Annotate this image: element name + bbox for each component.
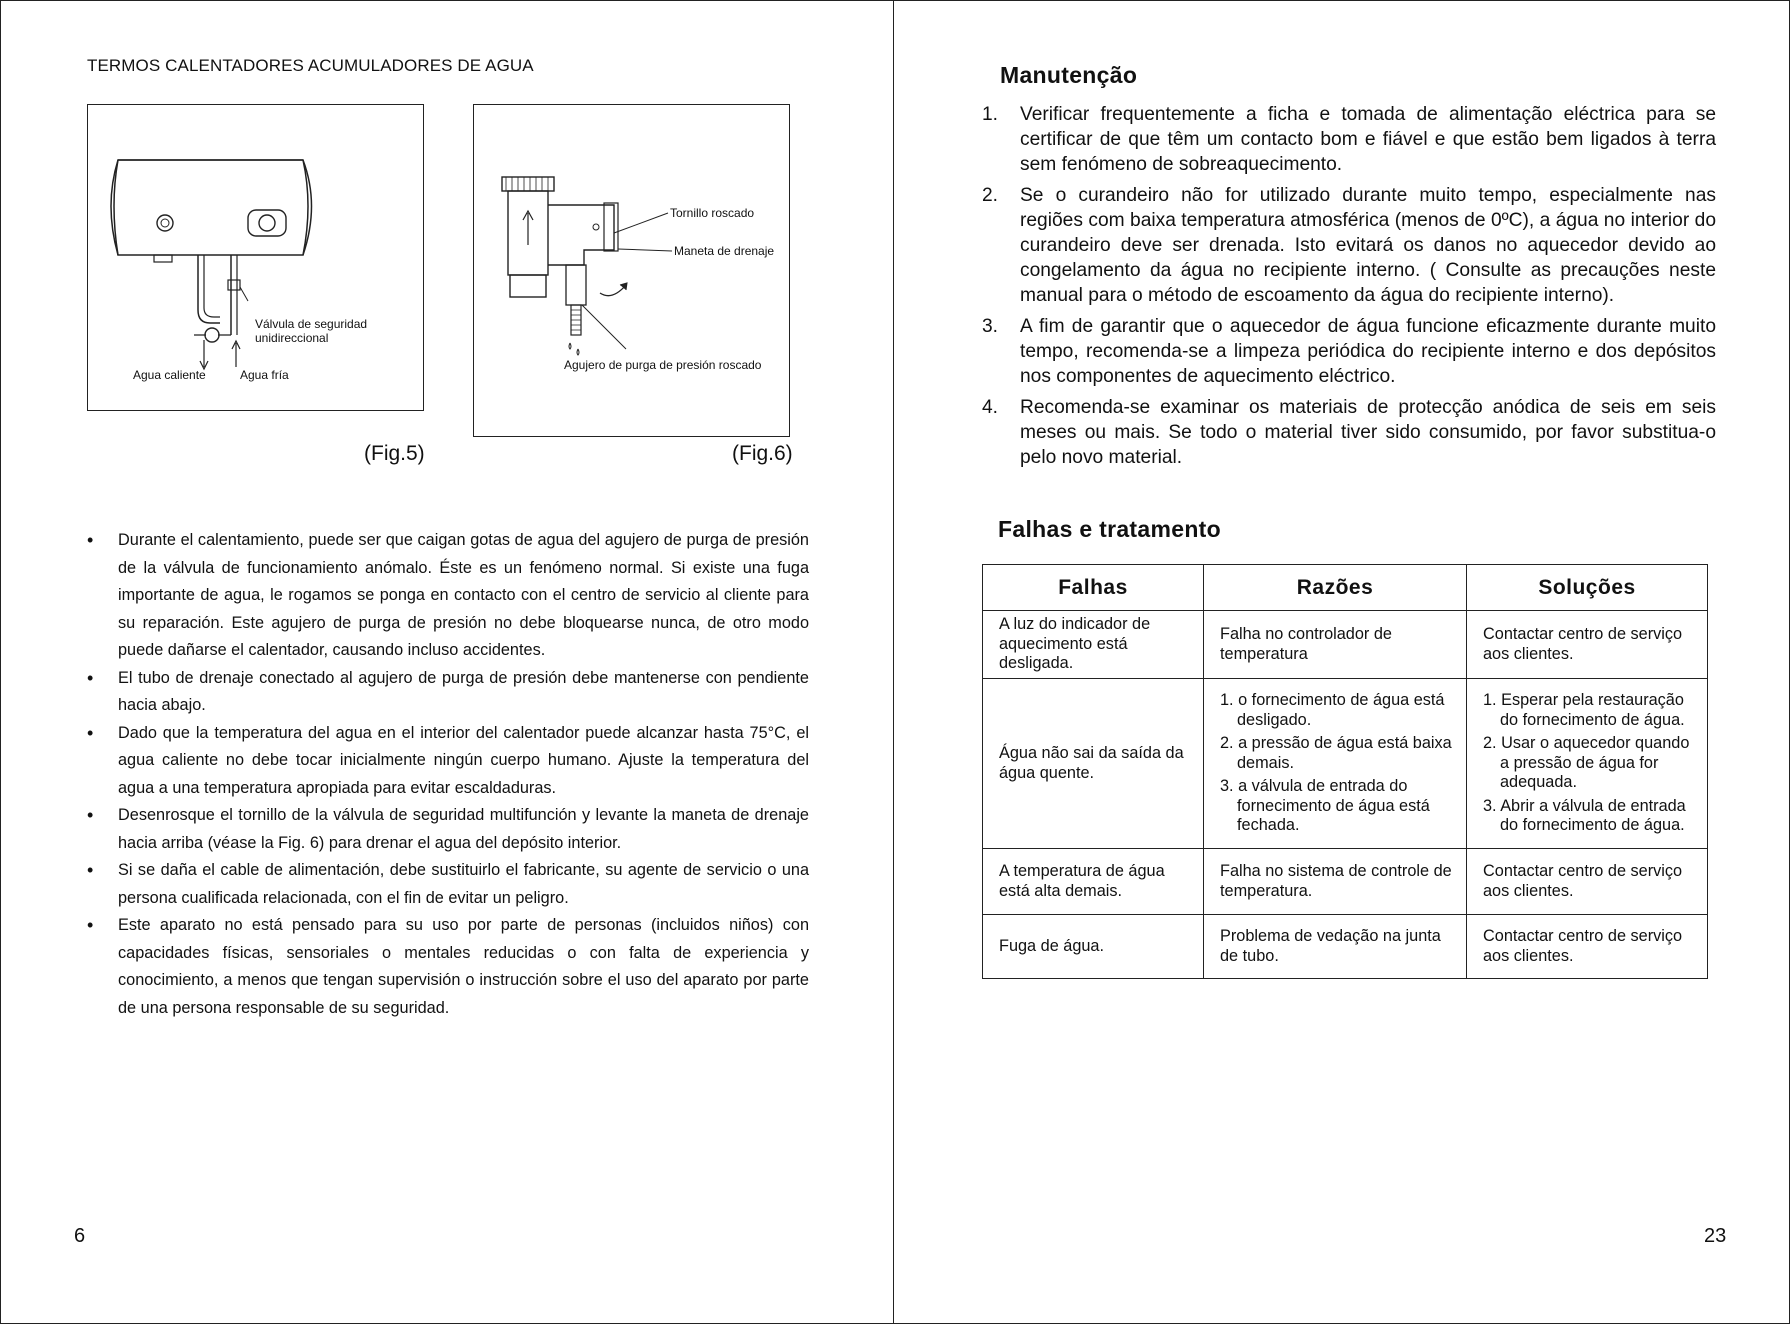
table-row: [983, 611, 1708, 679]
table-cell: Falha no controlador de temperatura: [1204, 611, 1467, 679]
table-cell: A temperatura de água está alta demais.: [983, 849, 1204, 915]
water-heater-diagram: [88, 105, 423, 410]
table-cell: Contactar centro de serviço aos clientes.: [1467, 849, 1708, 915]
safety-valve-diagram: [474, 105, 789, 436]
drain-handle-label: Maneta de drenaje: [674, 244, 775, 258]
hot-water-label: Agua caliente: [133, 368, 206, 382]
figure-6-valve: [473, 104, 790, 437]
page-number-right: 23: [1704, 1225, 1727, 1247]
screw-label: Tornillo roscado: [670, 206, 755, 220]
valve-label-line2: unidireccional: [255, 331, 329, 345]
column-header: Soluções: [1467, 565, 1708, 611]
table-cell: Água não sai da saída da água quente.: [983, 679, 1204, 849]
list-item: • Este aparato no está pensado para su uso por parte de personas (incluidos niños) con capacidades físicas, sensoriales o mentales reducidas o con falta de experiencia y conocimiento, a menos que tengan supervisión o instrucción sobre el uso del aparato por parte de una persona responsable de su seguridad.: [87, 912, 809, 1022]
table-cell: Contactar centro de serviço aos clientes.: [1467, 915, 1708, 979]
cold-water-label: Agua fría: [240, 368, 289, 382]
list-item: • Si se daña el cable de alimentación, debe sustituirlo el fabricante, su agente de servicio o una persona cualificada relacionada, con el fin de evitar un peligro.: [87, 857, 809, 912]
page-spine-divider: [893, 0, 894, 1324]
maintenance-list: [982, 102, 1716, 476]
figure-5-caption: (Fig.5): [364, 442, 425, 465]
list-item: • Desenrosque el tornillo de la válvula de seguridad multifunción y levante la maneta de drenaje hacia arriba (véase la Fig. 6) para drenar el agua del depósito interior.: [87, 802, 809, 857]
faults-table: [982, 564, 1708, 979]
list-item: 4. Recomenda-se examinar os materiais de protecção anódica de seis em seis meses ou mais. Se todo o material tiver sido consumido, por favor substitua-o pelo novo material.: [982, 397, 1716, 468]
figure-6-caption: (Fig.6): [732, 442, 793, 465]
faults-heading: Falhas e tratamento: [998, 516, 1221, 542]
table-row: [983, 915, 1708, 979]
list-item: 3. A fim de garantir que o aquecedor de água funcione eficazmente durante muito tempo, recomenda-se a limpeza periódica do recipiente interno e dos depósitos nos componentes de aquecimento eléctrico.: [982, 316, 1716, 387]
figure-5-water-heater: [87, 104, 424, 411]
left-page-header: TERMOS CALENTADORES ACUMULADORES DE AGUA: [87, 56, 534, 75]
purge-hole-label: Agujero de purga de presión roscado: [564, 358, 762, 372]
maintenance-heading: Manutenção: [1000, 62, 1138, 88]
table-cell: 1. o fornecimento de água está desligado. 2. a pressão de água está baixa demais. 3. a válvula de entrada do fornecimento de água está fechada.: [1204, 679, 1467, 849]
table-row: [983, 849, 1708, 915]
table-row: [983, 679, 1708, 849]
table-cell: Contactar centro de serviço aos clientes.: [1467, 611, 1708, 679]
valve-label: Válvula de seguridad: [255, 317, 368, 331]
list-item: • El tubo de drenaje conectado al agujero de purga de presión debe mantenerse con pendiente hacia abajo.: [87, 665, 809, 720]
list-item: • Dado que la temperatura del agua en el interior del calentador puede alcanzar hasta 75°C, el agua caliente no debe tocar inicialmente ningún cuerpo humano. Ajuste la temperatura del agua a una temperatura apropiada para evitar escaldaduras.: [87, 720, 809, 803]
table-cell: A luz do indicador de aquecimento está desligada.: [983, 611, 1204, 679]
table-cell: Fuga de água.: [983, 915, 1204, 979]
table-cell: 1. Esperar pela restauração do fornecimento de água. 2. Usar o aquecedor quando a pressão de água for adequada. 3. Abrir a válvula de entrada do fornecimento de água.: [1467, 679, 1708, 849]
safety-notes-list: [87, 527, 809, 1022]
column-header: Falhas: [983, 565, 1204, 611]
table-cell: Problema de vedação na junta de tubo.: [1204, 915, 1467, 979]
list-item: • Durante el calentamiento, puede ser que caigan gotas de agua del agujero de purga de presión de la válvula de funcionamiento anómalo. Éste es un fenómeno normal. Si existe una fuga importante de agua, le rogamos se ponga en contacto con el centro de servicio al cliente para su reparación. Este agujero de purga de presión no debe bloquearse nunca, de otro modo puede dañarse el calentador, causando incluso accidentes.: [87, 527, 809, 665]
column-header: Razões: [1204, 565, 1467, 611]
page-number-left: 6: [74, 1225, 86, 1247]
table-cell: Falha no sistema de controle de temperatura.: [1204, 849, 1467, 915]
table-header-row: [983, 565, 1708, 611]
list-item: 1. Verificar frequentemente a ficha e tomada de alimentação eléctrica para se certificar de que têm um contacto bom e fiável e que estão bem ligados à terra sem fenómeno de sobreaquecimento.: [982, 104, 1716, 175]
list-item: 2. Se o curandeiro não for utilizado durante muito tempo, especialmente nas regiões com baixa temperatura atmosférica (menos de 0ºC), a água no interior do curandeiro deve ser drenada. Isto evitará os danos no aquecedor devido ao congelamento da água no recipiente interno. ( Consulte as precauções neste manual para o método de escoamento da água do recipiente interno).: [982, 185, 1716, 306]
